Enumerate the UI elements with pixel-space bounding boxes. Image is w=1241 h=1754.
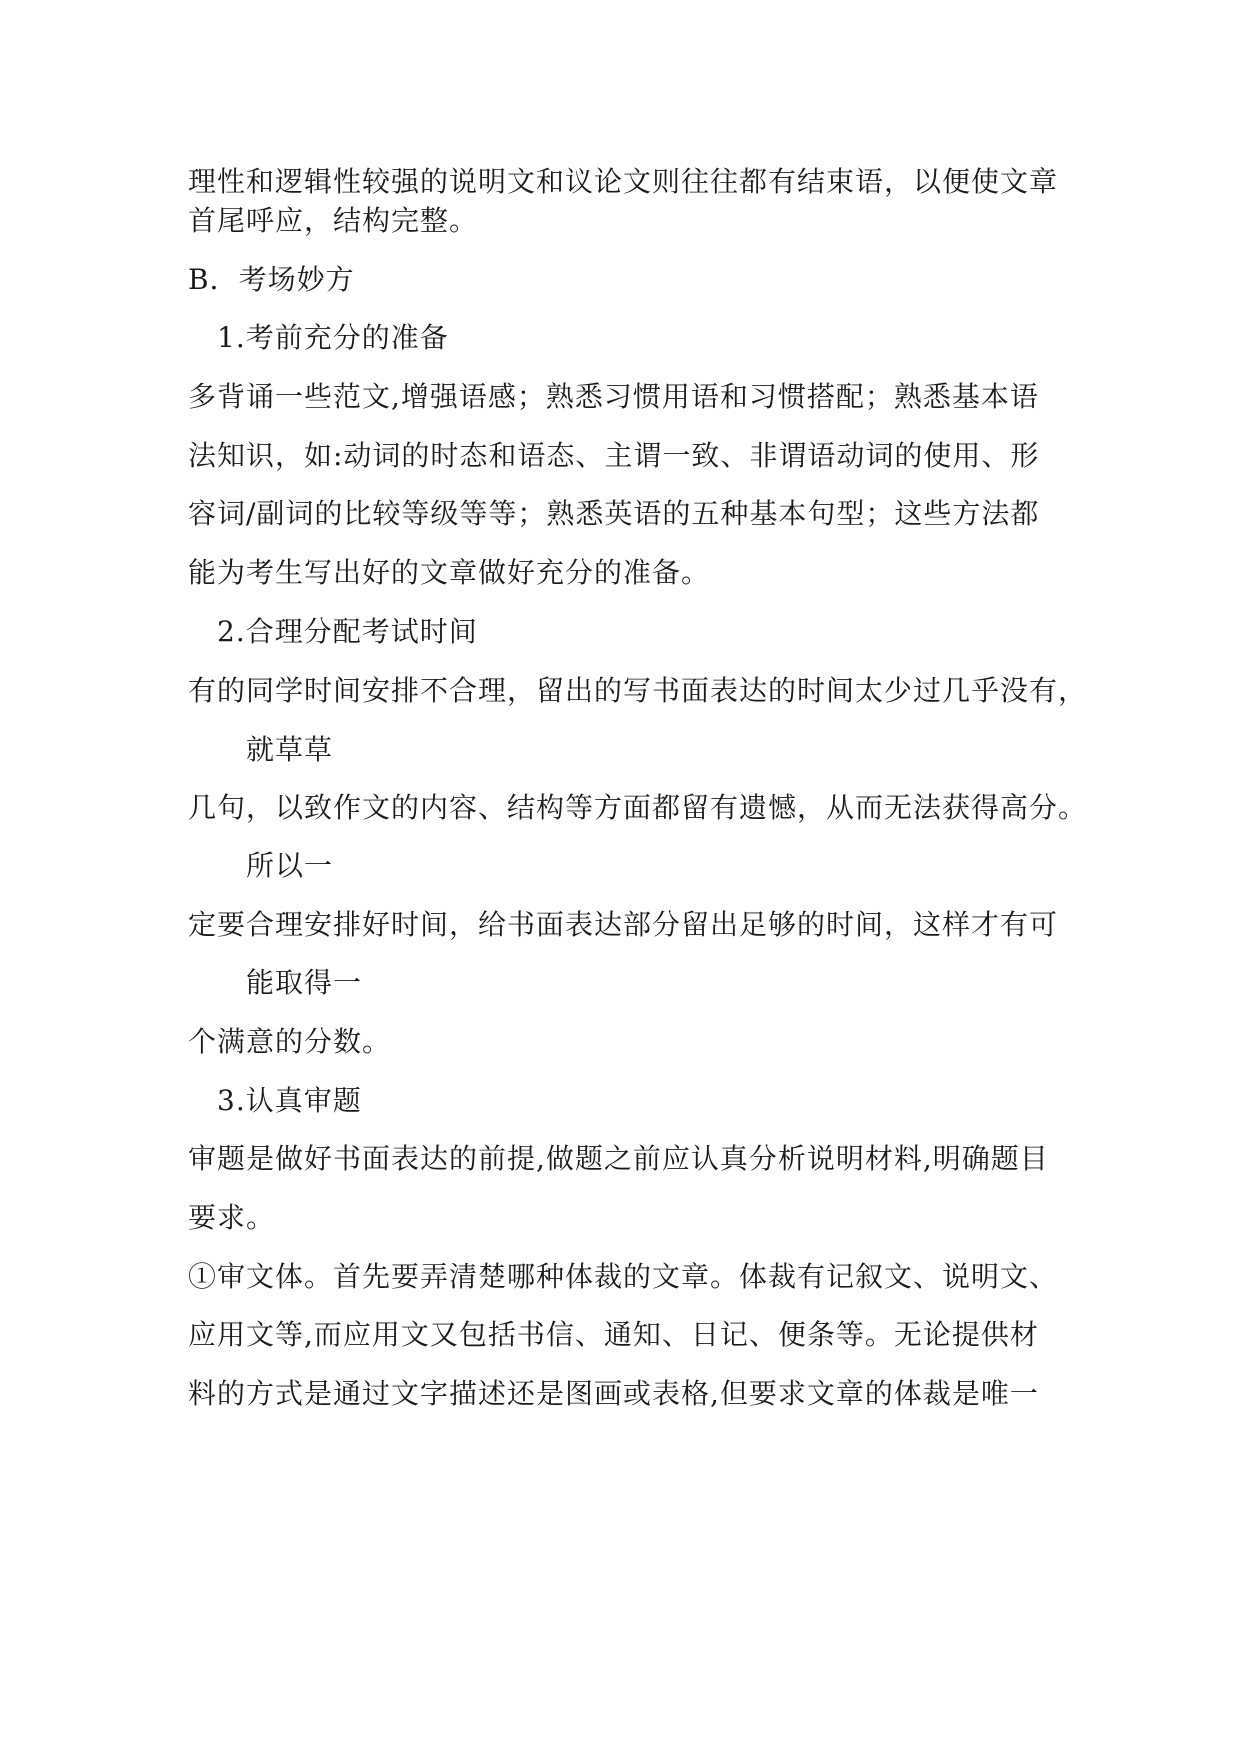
- text-line: 所以一: [246, 849, 334, 882]
- subsection-heading: 1.考前充分的准备: [217, 321, 449, 354]
- text-line: 能为考生写出好的文章做好充分的准备。: [188, 556, 711, 589]
- text-line: 有的同学时间安排不合理，留出的写书面表达的时间太少过几乎没有，: [188, 674, 1088, 707]
- text-line: 理性和逻辑性较强的说明文和议论文则往往都有结束语，以便使文章: [188, 165, 1059, 198]
- text-line: 几句，以致作文的内容、结构等方面都留有遗憾，从而无法获得高分。: [188, 791, 1088, 824]
- text-line: 容词/副词的比较等级等等；熟悉英语的五种基本句型；这些方法都: [188, 497, 1040, 530]
- text-line: 料的方式是通过文字描述还是图画或表格,但要求文章的体裁是唯一: [188, 1377, 1039, 1410]
- text-line: 首尾呼应，结构完整。: [188, 204, 479, 237]
- text-line: 定要合理安排好时间，给书面表达部分留出足够的时间，这样才有可: [188, 908, 1059, 941]
- text-line: 多背诵一些范文,增强语感；熟悉习惯用语和习惯搭配；熟悉基本语: [188, 380, 1039, 413]
- subsection-heading: 3.认真审题: [217, 1084, 362, 1117]
- text-line: 审题是做好书面表达的前提,做题之前应认真分析说明材料,明确题目: [188, 1142, 1049, 1175]
- text-line: 要求。: [188, 1201, 276, 1234]
- text-line: 能取得一: [246, 966, 363, 999]
- text-line: 就草草: [246, 733, 334, 766]
- text-line: 法知识，如:动词的时态和语态、主谓一致、非谓语动词的使用、形: [188, 439, 1040, 472]
- text-line: 应用文等,而应用文又包括书信、通知、日记、便条等。无论提供材: [188, 1318, 1039, 1351]
- section-heading: B．考场妙方: [188, 263, 355, 296]
- text-line: ①审文体。首先要弄清楚哪种体裁的文章。体裁有记叙文、说明文、: [188, 1260, 1059, 1293]
- text-line: 个满意的分数。: [188, 1025, 392, 1058]
- subsection-heading: 2.合理分配考试时间: [217, 615, 478, 648]
